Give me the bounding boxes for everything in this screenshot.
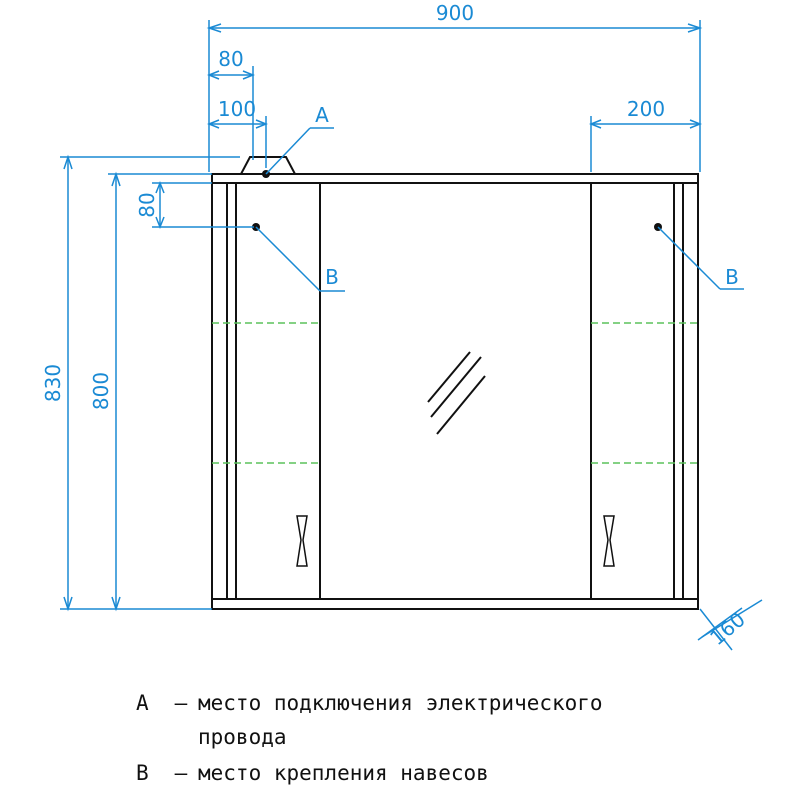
legend-item-b (136, 758, 776, 792)
dim-left-100: 100 (217, 97, 257, 121)
legend (136, 688, 776, 792)
bottom-plate (212, 599, 698, 609)
dim-overall-width: 900 (435, 1, 475, 25)
mirror-reflection-marks (428, 352, 485, 434)
legend-text-b: место крепления навесов (198, 761, 489, 785)
dim-depth-160: 160 (705, 607, 750, 651)
shelf-lines (212, 323, 698, 463)
legend-item-a (136, 688, 776, 722)
legend-text-a-line1: место подключения электрического (198, 691, 603, 715)
right-door-handle (604, 516, 614, 566)
cabinet-outline (212, 157, 698, 609)
top-plate (212, 174, 698, 183)
legend-key-b: B (136, 761, 149, 785)
callout-b-left: B (325, 265, 339, 289)
dim-right-200: 200 (626, 97, 666, 121)
dim-left-80: 80 (218, 47, 244, 71)
callout-a: A (315, 103, 329, 127)
left-door-handle (297, 516, 307, 566)
legend-dash-b: – (174, 761, 188, 785)
legend-text-a-line2: провода (198, 725, 287, 749)
legend-dash-a: – (174, 691, 188, 715)
callout-b-right: B (725, 265, 739, 289)
legend-key-a: A (136, 691, 149, 715)
dim-height-800: 800 (89, 371, 113, 411)
dim-height-830: 830 (41, 363, 65, 403)
dim-vertical-80: 80 (135, 192, 159, 218)
